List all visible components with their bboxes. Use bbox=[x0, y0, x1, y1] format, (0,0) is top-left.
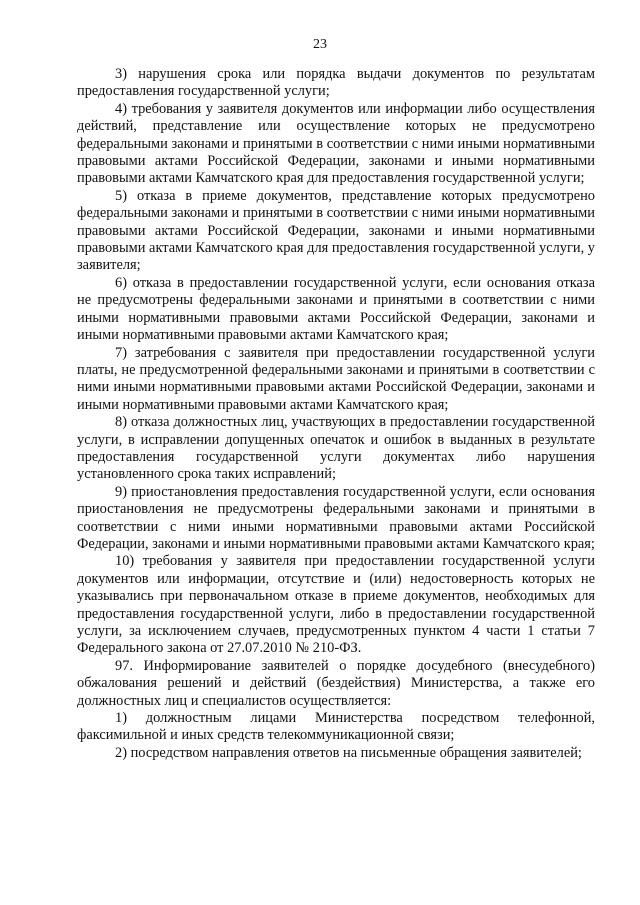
paragraph-item-8: 8) отказа должностных лиц, участвующих в предоставлении государственной услуги, в исправлении допущенных опечаток и ошибок в выданных в результате предоставления государственной услуги документах либо нарушения установленного срока таких исправлений; bbox=[77, 414, 595, 483]
document-body bbox=[77, 66, 595, 762]
paragraph-clause-97: 97. Информирование заявителей о порядке досудебного (внесудебного) обжалования решений и действий (бездействия) Министерства, а также его должностных лиц и специалистов осуществляется: bbox=[77, 657, 595, 709]
paragraph-item-3: 3) нарушения срока или порядка выдачи документов по результатам предоставления государственной услуги; bbox=[77, 66, 595, 100]
paragraph-item-6: 6) отказа в предоставлении государственной услуги, если основания отказа не предусмотрены федеральными законами и принятыми в соответствии с ними иными нормативными правовыми актами Российской Федерации, законами и иными нормативными правовыми актами Камчатского края; bbox=[77, 274, 595, 344]
paragraph-subitem-2: 2) посредством направления ответов на письменные обращения заявителей; bbox=[115, 744, 582, 761]
page-number: 23 bbox=[313, 37, 327, 52]
paragraph-item-9: 9) приостановления предоставления государственной услуги, если основания приостановления не предусмотрены федеральными законами и принятыми в соответствии с ними иными нормативными правовыми актами Российской Федерации, законами и иными нормативными правовыми актами Камчатского края; bbox=[77, 483, 595, 552]
paragraph-item-4: 4) требования у заявителя документов или информации либо осуществления действий, представление или осуществление которых не предусмотрено федеральными законами и принятыми в соответствии с ними иными нормативными правовыми актами Российской Федерации, законами и иными нормативными правовыми актами Камчатского края для предоставления государственной услуги; bbox=[77, 100, 595, 187]
paragraph-item-10: 10) требования у заявителя при предоставлении государственной услуги документов или информации, отсутствие и (или) недостоверность которых не указывались при первоначальном отказе в приеме документов, необходимых для предоставления государственной услуги, либо в предоставлении государственной услуги, за исключением случаев, предусмотренных пунктом 4 части 1 статьи 7 Федерального закона от 27.07.2010 № 210-ФЗ. bbox=[77, 553, 595, 657]
paragraph-subitem-1: 1) должностным лицами Министерства посредством телефонной, факсимильной и иных средств телекоммуникационной связи; bbox=[77, 710, 595, 744]
paragraph-item-7: 7) затребования с заявителя при предоставлении государственной услуги платы, не предусмотренной федеральными законами и принятыми в соответствии с ними иными нормативными правовыми актами Российской Федерации, законами и иными нормативными правовыми актами Камчатского края; bbox=[77, 344, 595, 413]
paragraph-item-5: 5) отказа в приеме документов, представление которых предусмотрено федеральными законами и принятыми в соответствии с ними иными нормативными правовыми актами Российской Федерации, законами и иными нормативными правовыми актами Камчатского края для предоставления государственной услуги, у заявителя; bbox=[77, 187, 595, 274]
